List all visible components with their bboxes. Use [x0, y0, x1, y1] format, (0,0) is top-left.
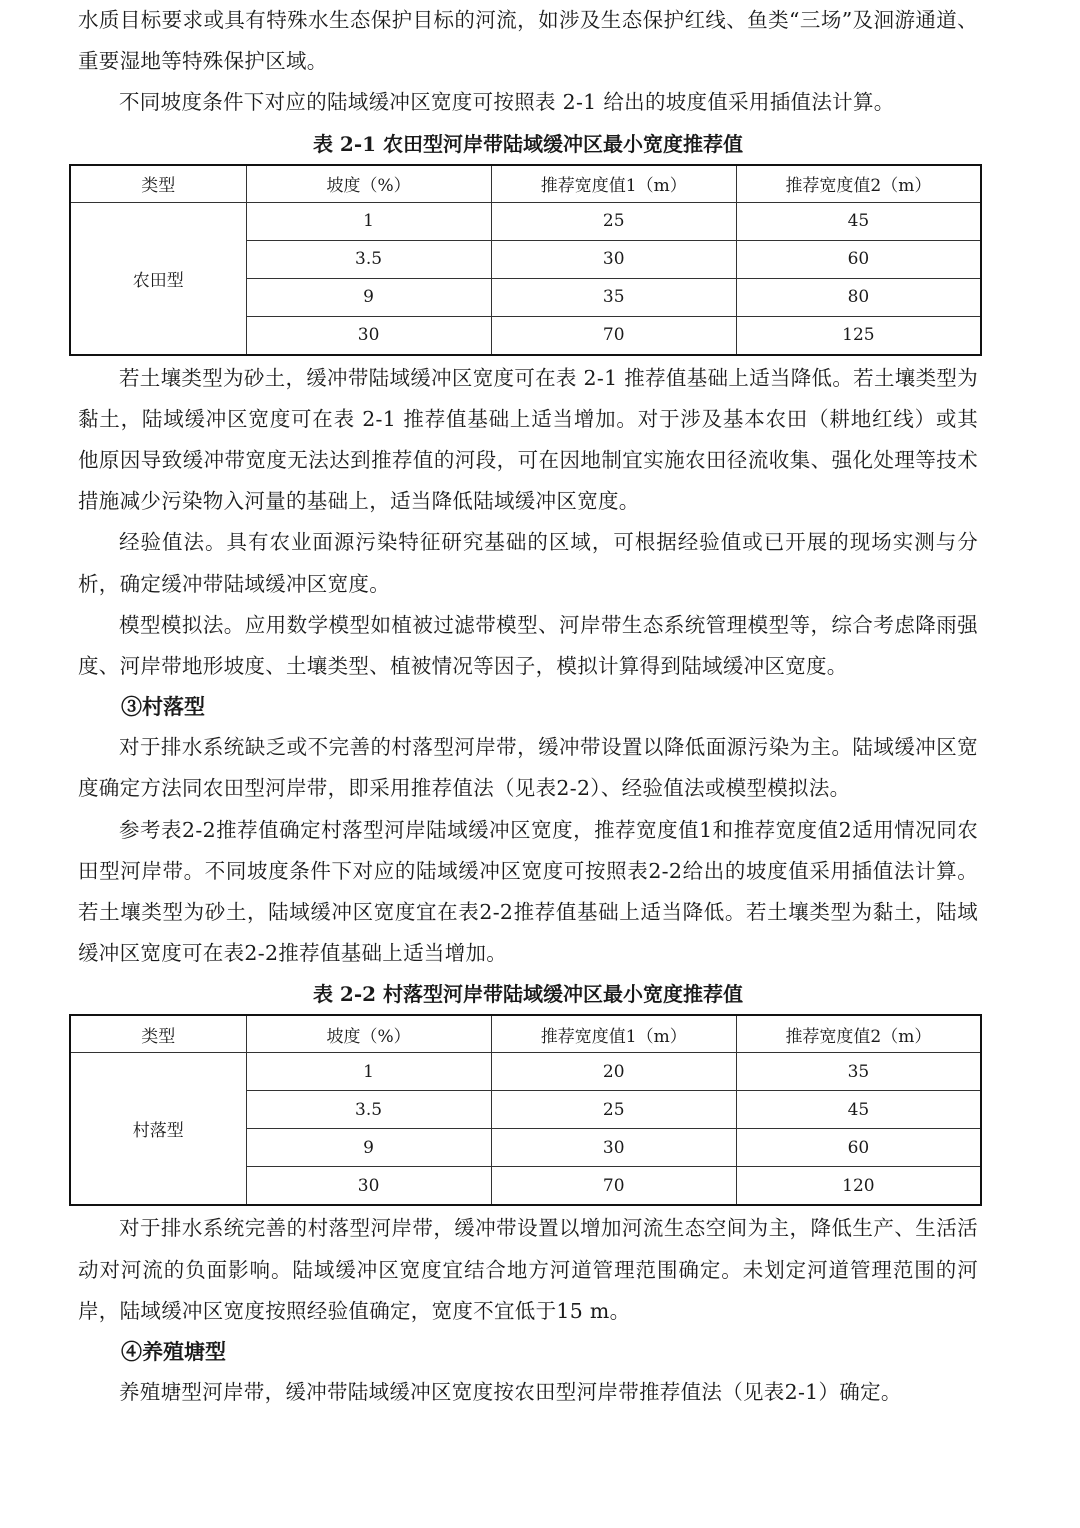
table-cell: 30	[491, 240, 736, 278]
paragraph: 参考表2-2推荐值确定村落型河岸陆域缓冲区宽度，推荐宽度值1和推荐宽度值2适用情况同农田型河岸带。不同坡度条件下对应的陆域缓冲区宽度可按照表2-2给出的坡度值采用插值法计算。若土壤类型为砂土，陆域缓冲区宽度宜在表2-2推荐值基础上适当降低。若土壤类型为黏土，陆域缓冲区宽度可在表2-2推荐值基础上适当增加。	[78, 817, 978, 966]
header-cell: 类型	[70, 165, 246, 203]
table-cell: 45	[736, 202, 981, 240]
table-row	[70, 202, 981, 240]
paragraph: 水质目标要求或具有特殊水生态保护目标的河流，如涉及生态保护红线、鱼类“三场”及洄游通道、重要湿地等特殊保护区域。	[78, 8, 978, 74]
header-cell: 推荐宽度值1（m）	[491, 1015, 736, 1053]
paragraph: 模型模拟法。应用数学模型如植被过滤带模型、河岸带生态系统管理模型等，综合考虑降雨强度、河岸带地形坡度、土壤类型、植被情况等因子，模拟计算得到陆域缓冲区宽度。	[78, 612, 978, 679]
table-caption: 表 2-2 村落型河岸带陆域缓冲区最小宽度推荐值	[312, 982, 744, 1007]
table-cell: 25	[491, 1091, 736, 1129]
table-cell: 30	[246, 1167, 491, 1206]
table-cell: 125	[736, 316, 981, 355]
table-cell: 120	[736, 1167, 981, 1206]
paragraph: 经验值法。具有农业面源污染特征研究基础的区域，可根据经验值或已开展的现场实测与分析，确定缓冲带陆域缓冲区宽度。	[78, 530, 978, 596]
table-cell: 70	[491, 1167, 736, 1206]
document-page	[78, 0, 978, 1413]
table-cell: 80	[736, 278, 981, 316]
header-cell: 推荐宽度值2（m）	[736, 1015, 981, 1053]
table-cell: 60	[736, 1129, 981, 1167]
header-cell: 坡度（%）	[246, 1015, 491, 1053]
table-cell: 45	[736, 1091, 981, 1129]
table-cell: 3.5	[246, 240, 491, 278]
header-cell: 推荐宽度值1（m）	[491, 165, 736, 203]
type-cell: 村落型	[70, 1053, 246, 1206]
table-cell: 1	[246, 202, 491, 240]
header-cell: 推荐宽度值2（m）	[736, 165, 981, 203]
table-header-row	[70, 1015, 981, 1053]
header-cell: 类型	[70, 1015, 246, 1053]
table-cell: 9	[246, 278, 491, 316]
table-village	[69, 1014, 982, 1206]
table-cell: 35	[736, 1053, 981, 1091]
table-cell: 35	[491, 278, 736, 316]
table-cell: 1	[246, 1053, 491, 1091]
table-cell: 25	[491, 202, 736, 240]
table-cell: 30	[491, 1129, 736, 1167]
header-cell: 坡度（%）	[246, 165, 491, 203]
section-heading: ④养殖塘型	[121, 1339, 226, 1365]
paragraph: 若土壤类型为砂土，缓冲带陆域缓冲区宽度可在表 2-1 推荐值基础上适当降低。若土壤类型为黏土，陆域缓冲区宽度可在表 2-1 推荐值基础上适当增加。对于涉及基本农田（耕地红线）或其他原因导致缓冲带宽度无法达到推荐值的河段，可在因地制宜实施农田径流收集、强化处理等技术措施减少污染物入河量的基础上，适当降低陆域缓冲区宽度。	[78, 365, 978, 514]
table-header-row	[70, 165, 981, 203]
table-cell: 60	[736, 240, 981, 278]
table-cell: 70	[491, 316, 736, 355]
table-farmland	[69, 164, 982, 356]
table-cell: 9	[246, 1129, 491, 1167]
paragraph: 对于排水系统缺乏或不完善的村落型河岸带，缓冲带设置以降低面源污染为主。陆域缓冲区宽度确定方法同农田型河岸带，即采用推荐值法（见表2-2）、经验值法或模型模拟法。	[78, 735, 978, 801]
table-cell: 20	[491, 1053, 736, 1091]
table-cell: 3.5	[246, 1091, 491, 1129]
section-heading: ③村落型	[121, 694, 205, 720]
paragraph: 养殖塘型河岸带，缓冲带陆域缓冲区宽度按农田型河岸带推荐值法（见表2-1）确定。	[119, 1380, 902, 1405]
type-cell: 农田型	[70, 202, 246, 355]
paragraph: 不同坡度条件下对应的陆域缓冲区宽度可按照表 2-1 给出的坡度值采用插值法计算。	[119, 90, 895, 115]
table-row	[70, 1053, 981, 1091]
paragraph: 对于排水系统完善的村落型河岸带，缓冲带设置以增加河流生态空间为主，降低生产、生活活动对河流的负面影响。陆域缓冲区宽度宜结合地方河道管理范围确定。未划定河道管理范围的河岸，陆域缓冲区宽度按照经验值确定，宽度不宜低于15 m。	[78, 1216, 978, 1323]
table-caption: 表 2-1 农田型河岸带陆域缓冲区最小宽度推荐值	[312, 131, 744, 156]
table-cell: 30	[246, 316, 491, 355]
